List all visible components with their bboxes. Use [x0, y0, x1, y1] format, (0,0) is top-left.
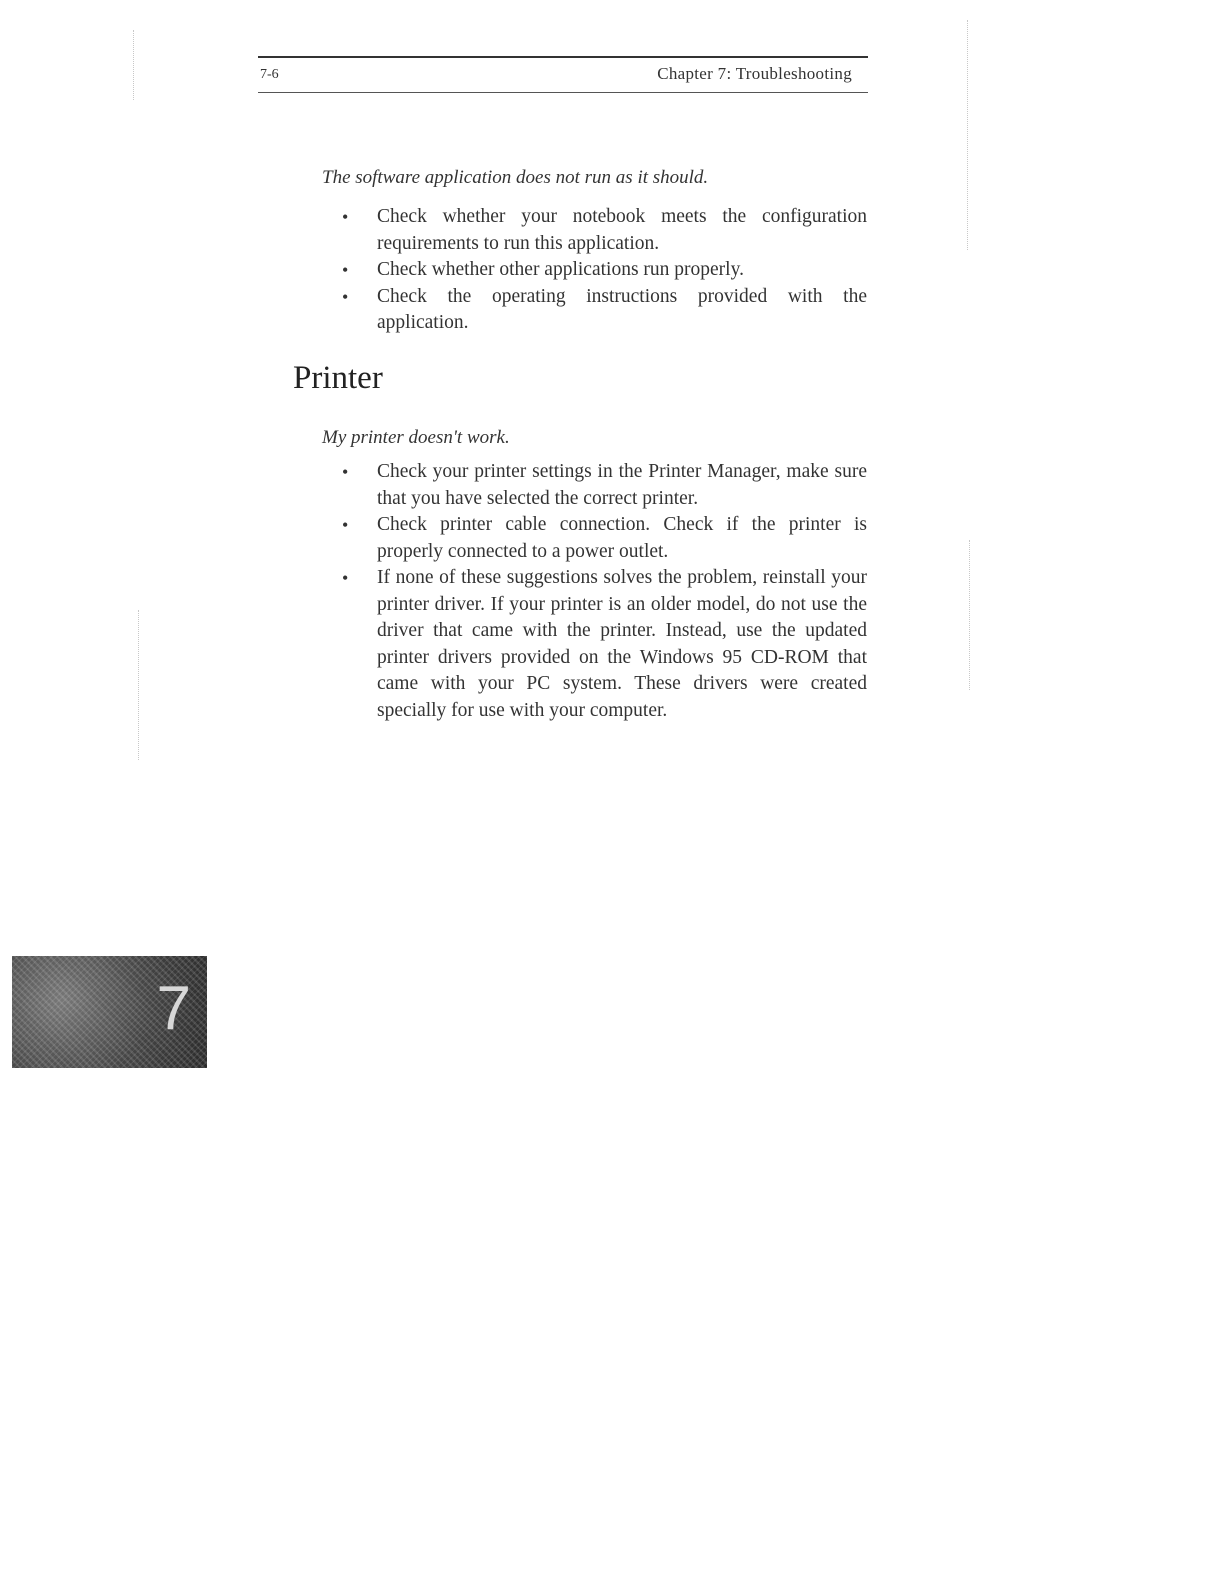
bullet-icon: •	[342, 462, 349, 482]
bullet-icon: •	[342, 568, 349, 588]
chapter-title: Chapter 7: Troubleshooting	[657, 64, 852, 83]
software-bullet-list	[337, 204, 867, 337]
list-item-text: Check your printer settings in the Printer Manager, make sure that you have selected the correct printer.	[377, 461, 867, 509]
list-item	[337, 284, 867, 337]
printer-subhead: My printer doesn't work.	[322, 427, 510, 448]
printer-bullet-list	[337, 459, 867, 724]
right-margin-marks	[969, 540, 971, 690]
list-item-text: Check whether your notebook meets the configuration requirements to run this application.	[377, 206, 867, 254]
software-subhead: The software application does not run as it should.	[322, 167, 709, 188]
bullet-icon: •	[342, 286, 349, 307]
printer-section-heading: Printer	[293, 360, 383, 396]
page-header	[258, 56, 868, 93]
bullet-icon: •	[342, 515, 349, 535]
chapter-tab-number: 7	[156, 974, 191, 1043]
left-margin-marks	[133, 30, 135, 100]
list-item	[337, 204, 867, 257]
list-item-text: Check whether other applications run properly.	[377, 259, 744, 280]
bullet-icon: •	[342, 207, 349, 227]
list-item	[337, 257, 867, 284]
list-item-text: Check printer cable connection. Check if the printer is properly connected to a power outlet.	[377, 514, 867, 562]
left-margin-marks	[138, 610, 140, 760]
list-item	[337, 565, 867, 724]
right-margin-marks	[967, 20, 969, 250]
list-item-text: If none of these suggestions solves the problem, reinstall your printer driver. If your printer is an older model, do not use the driver that came with the printer. Instead, use the updated printer drivers provided on the Windows 95 CD-ROM that came with your PC system. These drivers were created specially for use with your computer.	[377, 567, 867, 721]
page-number: 7-6	[260, 67, 279, 82]
chapter-tab	[12, 956, 207, 1068]
list-item	[337, 459, 867, 512]
list-item-text: Check the operating instructions provided with the application.	[377, 285, 867, 333]
list-item	[337, 512, 867, 565]
bullet-icon: •	[342, 260, 349, 280]
